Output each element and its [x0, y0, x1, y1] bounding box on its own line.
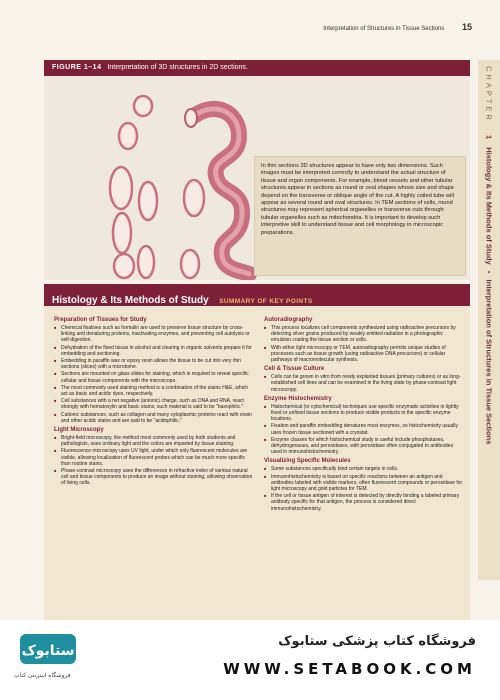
section-oval-left-1: [119, 123, 137, 149]
store-banner: [0, 620, 500, 700]
section-title: Enzyme Histochemistry: [264, 395, 332, 402]
section-tissue-preparation: [54, 317, 254, 424]
section-enzyme-histochemistry: [264, 396, 464, 456]
figure-label: FIGURE 1–14: [52, 64, 102, 71]
section-oval-top: [134, 96, 152, 116]
page-number: 15: [461, 22, 472, 32]
key-point: ■ The most commonly used staining method is a combination of the stains H&E, which act as basic and acidic dyes, respectively.: [54, 385, 254, 397]
section-oval-mid-1: [139, 182, 157, 220]
key-point: ■ Fixation and paraffin embedding denatures most enzymes, so histochemistry usually uses frozen tissue sectioned with a cryostat.: [264, 423, 464, 435]
section-oval-left-4: [114, 254, 134, 278]
chapter-number: 1: [484, 134, 494, 140]
section-oval-mid-3: [184, 180, 204, 216]
figure-caption-bar: [44, 60, 470, 76]
key-point: ■ Enzyme classes for which histochemical study is useful include phosphatases, dehydrogenases, and peroxidases, with peroxidase often conjugated to antibodies used in immunohistochemistry.: [264, 437, 464, 456]
key-point: ■ Embedding in paraffin wax or epoxy resin allows the tissue to be cut into very thin sections (slices) with a microtome.: [54, 358, 254, 370]
section-visualizing-molecules: [264, 458, 464, 511]
logo-subtext: فروشگاه اینترنتی کتاب: [14, 673, 71, 679]
section-title: Visualizing Specific Molecules: [264, 458, 351, 465]
section-oval-left-3: [113, 213, 131, 253]
key-point: ■ Cells can be grown in vitro from newly explanted tissues (primary cultures) or as long-established cell lines and can be examined in the living state by phase-contrast light microscopy.: [264, 374, 464, 393]
key-point: ■ Chemical fixatives such as formalin are used to preserve tissue structure by cross-linking and denaturing proteins, inactivating enzymes, and preventing cell autolysis or self-digestion.: [54, 325, 254, 344]
setabook-logo: [18, 630, 78, 672]
logo-text: ستابوک: [21, 643, 75, 659]
summary-subtitle: SUMMARY OF KEY POINTS: [219, 298, 313, 305]
summary-header: [44, 284, 470, 306]
section-title: Preparation of Tissues for Study: [54, 317, 147, 323]
section-oval-mid-2: [138, 246, 154, 278]
summary-right-column: [264, 314, 464, 513]
coiled-tube-illustration: [44, 76, 274, 280]
key-point: ■ Dehydration of the fixed tissue in alcohol and clearing in organic solvents prepare it for embedding and sectioning.: [54, 345, 254, 357]
key-point: ■ Cell substances with a net negative (anionic) charge, such as DNA and RNA, react strongly with hematoxylin and basic stains; such material is said to be "basophilic.": [54, 398, 254, 410]
key-point: ■ Immunohistochemistry is based on specific reactions between an antigen and antibodies labeled with visible markers, often fluorescent compounds or peroxidase for light microscopy and gold particles for TEM.: [264, 474, 464, 493]
running-title: Interpretation of Structures in Tissue Sections: [323, 26, 445, 32]
chapter-side-tab: [478, 60, 500, 580]
section-title: Cell & Tissue Culture: [264, 366, 325, 373]
summary-key-points: [44, 284, 470, 620]
key-point: ■ This process localizes cell components synthesized using radioactive precursors by detecting silver grains produced by weakly emitted radiation in a photographic emulsion coating the tissue section or cells.: [264, 325, 464, 344]
chapter-separator: •: [484, 270, 494, 274]
chapter-word: CHAPTER: [484, 66, 494, 123]
key-point: ■ Fluorescence microscopy uses UV light, under which only fluorescent molecules are visible, allowing localization of fluorescent probes which can be much more specific than routine stains.: [54, 448, 254, 467]
figure-caption: Interpretation of 3D structures in 2D sections.: [107, 64, 248, 71]
summary-left-column: [54, 314, 254, 488]
key-point: ■ If the cell or tissue antigen of interest is detected by directly binding a labeled primary antibody specific for that antigen, the process is considered direct immunohistochemistry.: [264, 493, 464, 512]
section-light-microscopy: [54, 427, 254, 487]
shop-name: فروشگاه کتاب پزشکی ستابوک: [278, 634, 476, 649]
key-point: ■ Some substances specifically bind certain targets in cells.: [264, 466, 464, 472]
chapter-subtitle: Interpretation of Structures in Tissue Sections: [484, 279, 494, 445]
section-oval-mid-4: [181, 250, 199, 278]
side-tab-text: [485, 66, 494, 444]
section-title: Autoradiography: [264, 317, 313, 323]
shop-url[interactable]: WWW.SETABOOK.COM: [223, 660, 476, 678]
chapter-title: Histology & Its Methods of Study: [484, 147, 494, 265]
key-point: ■ Cationic substances, such as collagen and many cytoplasmic proteins react with eosin and other acidic stains and are said to be "acidophilic.": [54, 412, 254, 424]
section-cell-culture: [264, 366, 464, 393]
coiled-tube-open-end: [185, 109, 197, 127]
running-header: [0, 22, 472, 32]
section-oval-left-2: [110, 167, 132, 209]
key-point: ■ Bright-field microscopy, the method most commonly used by both students and pathologists, uses ordinary light and the colors are imparted by tissue staining.: [54, 435, 254, 447]
key-point: ■ Histochemical (or cytochemical) techniques use specific enzymatic activities in lightly fixed or unfixed tissue sections to produce visible products in the specific enzyme locations.: [264, 404, 464, 423]
key-point: ■ Sections are mounted on glass slides for staining, which is required to reveal specific cellular and tissue components with the microscope.: [54, 371, 254, 383]
section-title: Light Microscopy: [54, 427, 104, 434]
key-point: ■ Phase-contrast microscopy uses the differences in refractive index of various natural cell and tissue components to produce an image without staining, allowing observation of living cells.: [54, 468, 254, 487]
figure-1-14: [44, 60, 470, 280]
section-autoradiography: [264, 317, 464, 363]
figure-explanation-box: In thin sections 3D structures appear to have only two dimensions. Such images must be interpreted correctly to understand the actual structure of tissue and organ components. For example, blood vessels and other tubular structures appear in sections as round or oval shapes whose size and shape depend on the transverse or oblique angle of the cut. A highly coiled tube will appear as several round and oval structures. In TEM sections of cells, round structures may represent spherical organelles or transverse cuts through tubular organelles such as mitochondria. It is important to develop such interpretive skill to understand tissue and cell morphology in microscopic preparations.: [254, 156, 466, 276]
summary-title: Histology & Its Methods of Study: [52, 295, 209, 306]
key-point: ■ With either light microscopy or TEM, autoradiography permits unique studies of processes such as tissue growth (using radioactive DNA precursors) or cellular pathways of macromolecular synthesis.: [264, 345, 464, 364]
